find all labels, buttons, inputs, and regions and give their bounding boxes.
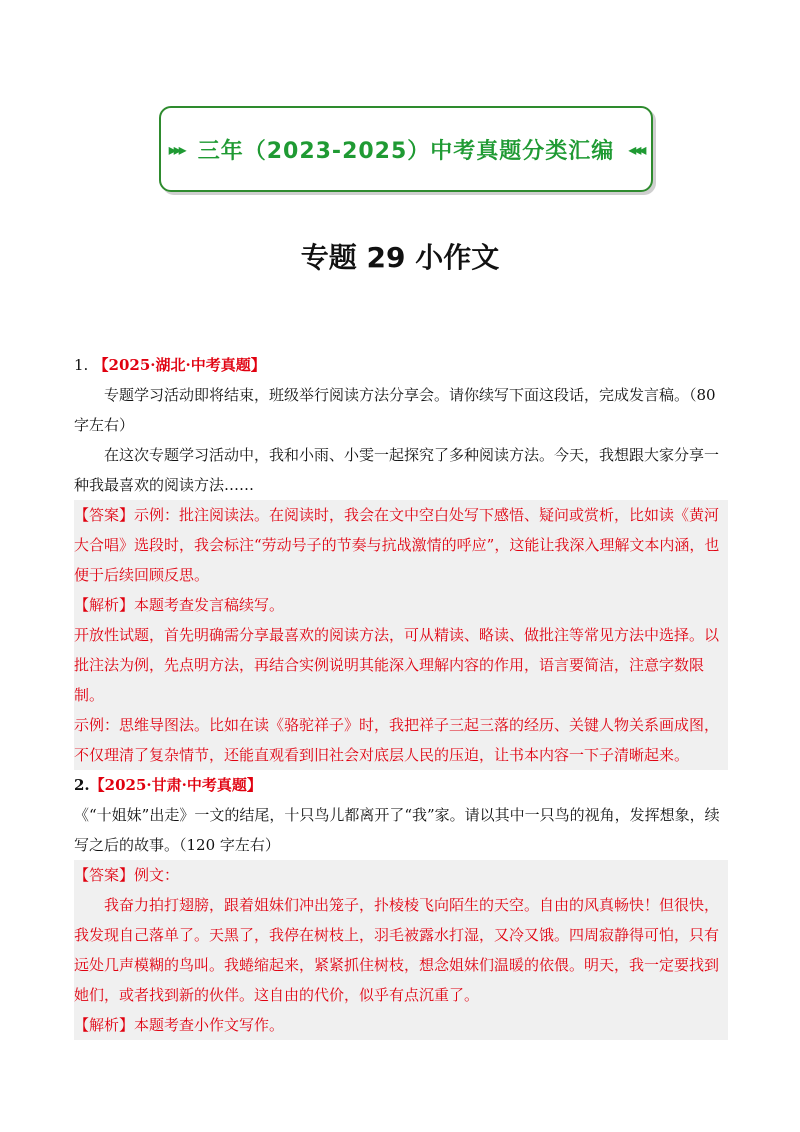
question-1-prompt: 专题学习活动即将结束，班级举行阅读方法分享会。请你续写下面这段话，完成发言稿。（80 字左右）: [74, 386, 716, 434]
answer-text: 示例：批注阅读法。在阅读时，我会在文中空白处写下感悟、疑问或赏析，比如读《黄河大合唱》选段时，我会标注“劳动号子的节奏与抗战激情的呼应”，这能让我深入理解文本内涵，也便于后续回顾反思。: [74, 506, 720, 584]
question-1-passage: 在这次专题学习活动中，我和小雨、小雯一起探究了多种阅读方法。今天，我想跟大家分享一种我最喜欢的阅读方法……: [74, 446, 720, 494]
analysis-label: 【解析】: [74, 596, 135, 614]
answer-label: 【答案】: [74, 506, 135, 524]
analysis-text: 本题考查发言稿续写。: [134, 596, 285, 614]
answer-label: 【答案】: [74, 866, 135, 884]
question-2-heading: [74, 770, 728, 800]
question-source: 【2025·湖北·中考真题】: [93, 356, 266, 374]
analysis-label: 【解析】: [74, 1016, 135, 1034]
analysis-text: 本题考查小作文写作。: [134, 1016, 285, 1034]
question-1-answer-block: [74, 500, 728, 770]
question-number: 2.: [74, 776, 90, 794]
document-body: [74, 350, 728, 1040]
right-arrows-icon: ▸▸▸: [168, 139, 184, 159]
analysis-paragraph: [74, 590, 728, 620]
question-2-prompt: 《“十姐妹”出走》一文的结尾，十只鸟儿都离开了“我”家。请以其中一只鸟的视角，发挥想象，续写之后的故事。（120 字左右）: [74, 806, 720, 854]
banner-title: 三年（2023-2025）中考真题分类汇编: [197, 138, 615, 164]
essay-paragraph: 我奋力拍打翅膀，跟着姐妹们冲出笼子，扑棱棱飞向陌生的天空。自由的风真畅快！但很快，我发现自己落单了。天黑了，我停在树枝上，羽毛被露水打湿，又冷又饿。四周寂静得可怕，只有远处几声模糊的鸟叫。我蜷缩起来，紧紧抓住树枝，想念姐妹们温暖的依偎。明天，我一定要找到她们，或者找到新的伙伴。这自由的代价，似乎有点沉重了。: [74, 896, 720, 1004]
analysis-paragraph: [74, 1010, 728, 1040]
question-1-heading: [74, 350, 728, 380]
page-title: 专题 29 小作文: [300, 241, 500, 274]
left-arrows-icon: ◂◂◂: [628, 139, 644, 159]
answer-paragraph: [74, 500, 728, 590]
analysis-paragraph-3: 示例：思维导图法。比如在读《骆驼祥子》时，我把祥子三起三落的经历、关键人物关系画成图，不仅理清了复杂情节，还能直观看到旧社会对底层人民的压迫，让书本内容一下子清晰起来。: [74, 716, 720, 764]
answer-paragraph: [74, 860, 728, 890]
question-source: 【2025·甘肃·中考真题】: [89, 776, 262, 794]
question-2-answer-block: [74, 860, 728, 1040]
analysis-paragraph-2: 开放性试题，首先明确需分享最喜欢的阅读方法，可从精读、略读、做批注等常见方法中选择。以批注法为例，先点明方法，再结合实例说明其能深入理解内容的作用，语言要简洁，注意字数限制。: [74, 626, 720, 704]
answer-text: 例文：: [134, 866, 180, 884]
question-number: 1.: [74, 356, 89, 374]
header-banner: [159, 106, 653, 192]
